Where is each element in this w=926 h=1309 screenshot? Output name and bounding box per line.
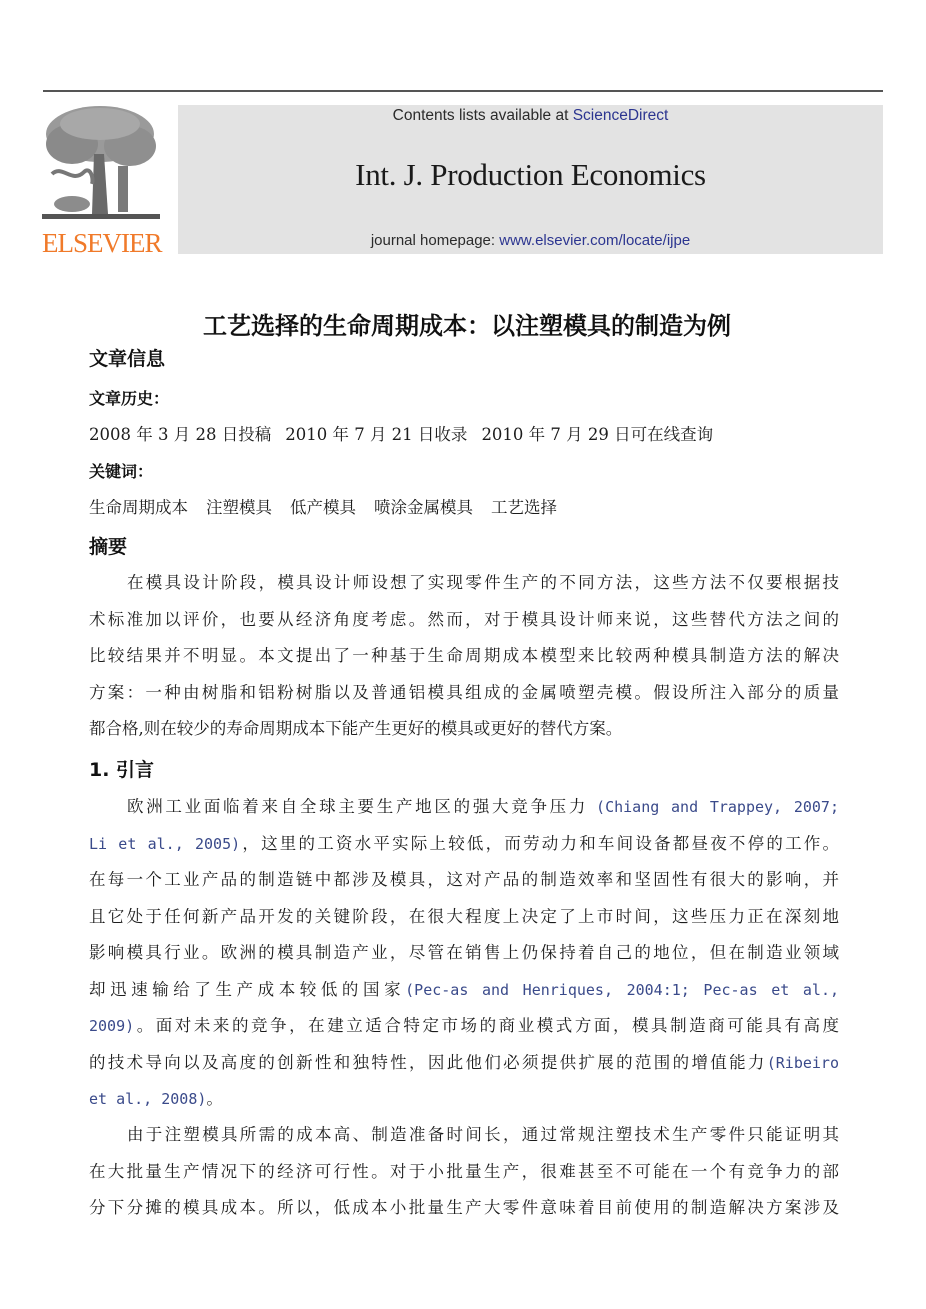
- intro-line: 且它处于任何新产品开发的关键阶段，在很大程度上决定了上市时间，这些压力正在深刻地: [89, 906, 839, 926]
- abstract-line: 方案：一种由树脂和铝粉树脂以及普通铝模具组成的金属喷塑壳模。假设所注入部分的质量: [89, 682, 839, 702]
- contents-line: [178, 107, 883, 125]
- intro-line: 在大批量生产情况下的经济可行性。对于小批量生产，很难甚至不可能在一个有竞争力的部: [89, 1161, 839, 1181]
- keyword-item: 喷涂金属模具: [374, 498, 473, 517]
- abstract-heading: 摘要: [89, 536, 128, 558]
- intro-text: ，这里的工资水平实际上较低，而劳动力和车间设备都昼夜不停的工作。: [240, 833, 839, 853]
- intro-text: 却迅速输给了生产成本较低的国家: [89, 979, 406, 999]
- intro-paragraph-1: [89, 789, 839, 1118]
- abstract-line: 比较结果并不明显。本文提出了一种基于生命周期成本模型来比较两种模具制造方法的解决: [89, 646, 839, 665]
- abstract-line: 在模具设计阶段，模具设计师设想了实现零件生产的不同方法，这些方法不仅要根据技: [127, 573, 839, 592]
- journal-banner: [178, 105, 883, 254]
- intro-line: [89, 826, 839, 863]
- citation-link[interactable]: (Chiang and Trappey, 2007;: [596, 798, 839, 816]
- keywords-label: 关键词：: [89, 462, 154, 481]
- intro-paragraph-2: [89, 1117, 839, 1227]
- history-accepted: 2010 年 7 月 21 日收录: [285, 425, 468, 444]
- intro-text: 。: [206, 1089, 223, 1108]
- intro-text: 欧洲工业面临着来自全球主要生产地区的强大竞争压力: [127, 797, 597, 816]
- keyword-item: 生命周期成本: [89, 498, 188, 517]
- citation-link[interactable]: 2009): [89, 1017, 135, 1035]
- citation-link[interactable]: et al., 2008): [89, 1090, 207, 1108]
- keyword-item: 注塑模具: [206, 498, 272, 517]
- journal-name: Int. J. Production Economics: [355, 157, 706, 192]
- intro-line: 影响模具行业。欧洲的模具制造产业，尽管在销售上仍保持着自己的地位，但在制造业领域: [89, 943, 839, 962]
- history-label: 文章历史：: [89, 389, 170, 408]
- intro-line: [89, 1081, 839, 1118]
- contents-prefix: Contents lists available at: [392, 107, 573, 124]
- header-rule: [43, 90, 883, 92]
- history-line: [89, 421, 713, 445]
- history-received: 2008 年 3 月 28 日投稿: [89, 425, 272, 444]
- citation-link[interactable]: Li et al., 2005): [89, 834, 241, 853]
- citation-link[interactable]: (Ribeiro: [766, 1053, 839, 1072]
- intro-line: [89, 972, 839, 1009]
- paper-title: 工艺选择的生命周期成本：以注塑模具的制造为例: [203, 312, 731, 340]
- intro-line: [89, 1045, 839, 1082]
- intro-line: 由于注塑模具所需的成本高、制造准备时间长，通过常规注塑技术生产零件只能证明其: [127, 1125, 839, 1144]
- homepage-prefix: journal homepage:: [370, 232, 500, 249]
- intro-line: 在每一个工业产品的制造链中都涉及模具，这对产品的制造效率和坚固性有很大的影响，并: [89, 870, 839, 889]
- publisher-wordmark: ELSEVIER: [42, 228, 162, 258]
- intro-line: [89, 789, 839, 826]
- abstract-line: 都合格,则在较少的寿命周期成本下能产生更好的模具或更好的替代方案。: [89, 719, 623, 738]
- keyword-item: 工艺选择: [491, 498, 557, 517]
- keywords-line: [89, 494, 557, 518]
- abstract-line: 术标准加以评价，也要从经济角度考虑。然而，对于模具设计师来说，这些替代方法之间的: [89, 609, 839, 629]
- citation-link[interactable]: (Pec-as and Henriques, 2004:1; Pec-as et al.,: [405, 980, 840, 999]
- sciencedirect-link[interactable]: ScienceDirect: [572, 107, 669, 124]
- intro-line: [89, 1008, 839, 1045]
- journal-homepage-link[interactable]: www.elsevier.com/locate/ijpe: [499, 232, 691, 249]
- intro-text: 的技术导向以及高度的创新性和独特性，因此他们必须提供扩展的范围的增值能力: [89, 1052, 767, 1072]
- elsevier-logo: [42, 104, 162, 256]
- article-info-heading: 文章信息: [89, 348, 166, 370]
- abstract-body: [89, 565, 839, 748]
- keyword-item: 低产模具: [290, 498, 356, 517]
- intro-text: 。面对未来的竞争，在建立适合特定市场的商业模式方面，模具制造商可能具有高度: [134, 1016, 839, 1035]
- intro-line: 分下分摊的模具成本。所以，低成本小批量生产大零件意味着目前使用的制造解决方案涉及: [89, 1198, 839, 1217]
- intro-heading: 1. 引言: [89, 759, 155, 781]
- elsevier-tree-icon: [42, 104, 160, 224]
- history-online: 2010 年 7 月 29 日可在线查询: [481, 425, 714, 444]
- homepage-line: [178, 232, 883, 249]
